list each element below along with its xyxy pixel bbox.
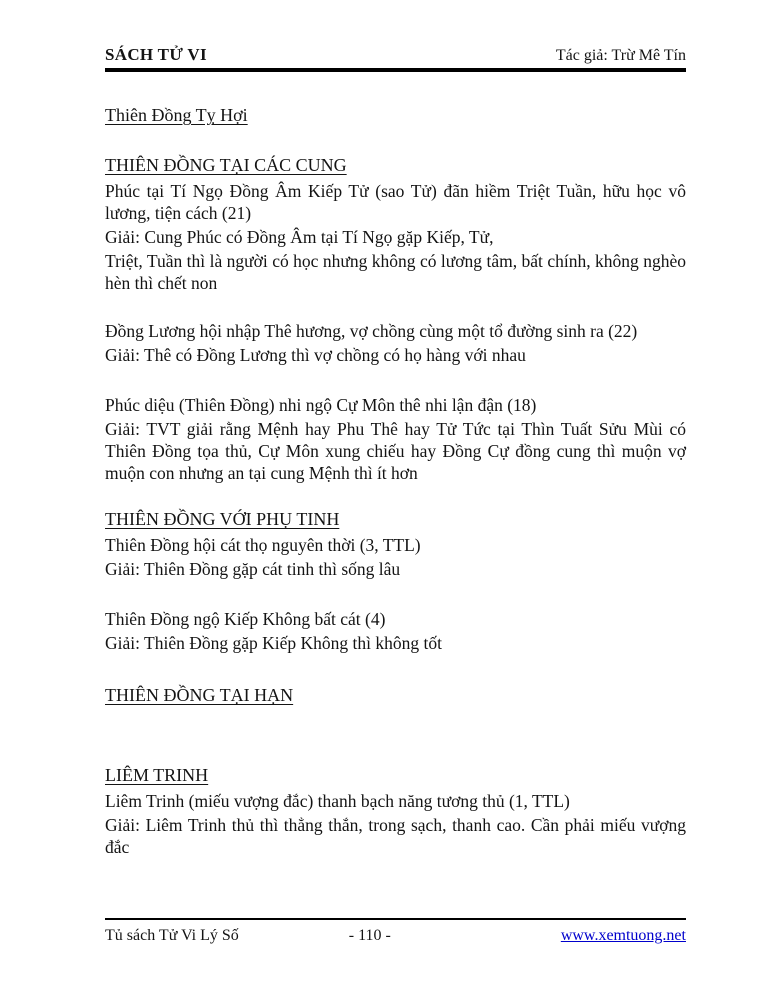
explanation-paragraph: Giải: Thiên Đồng gặp Kiếp Không thì không tốt [105,633,443,653]
section-heading-tai-han: THIÊN ĐỒNG TẠI HẠN [105,685,294,705]
series-title: Tủ sách Tử Vi Lý Số [105,927,239,944]
spacer [105,368,686,394]
spacer [105,486,686,508]
spacer [105,130,686,154]
explanation-paragraph: Giải: TVT giải rằng Mệnh hay Phu Thê hay Tử Tức tại Thìn Tuất Sửu Mùi có Thiên Đồng tọa thủ, Cự Môn xung chiếu hay Đồng Cự đồng cung thì muộn vợ muộn con nhưng an tại cung Mệnh thì ít hơn [105,419,686,483]
website-link[interactable]: www.xemtuong.net [560,927,686,944]
page-number: - 110 - [348,927,391,944]
section-heading-thien-dong-ty-hoi: Thiên Đồng Tỵ Hợi [105,105,248,125]
explanation-paragraph: Giải: Cung Phúc có Đồng Âm tại Tí Ngọ gặp Kiếp, Tử, [105,227,494,247]
explanation-paragraph: Giải: Liêm Trinh thủ thì thẳng thắn, trong sạch, thanh cao. Cần phải miếu vượng đắc [105,815,686,857]
explanation-paragraph: Giải: Thê có Đồng Lương thì vợ chồng có họ hàng với nhau [105,345,526,365]
page-header [105,45,686,72]
spacer [105,710,686,764]
spacer [105,72,686,104]
page-content [105,45,686,860]
spacer [105,582,686,608]
spacer [105,656,686,684]
body-text [105,72,686,858]
explanation-paragraph: Giải: Thiên Đồng gặp cát tinh thì sống lâu [105,559,401,579]
verse-paragraph: Phúc diệu (Thiên Đồng) nhi ngộ Cự Môn thê nhi lận đận (18) [105,395,537,415]
verse-paragraph: Thiên Đồng hội cát thọ nguyên thời (3, TTL) [105,535,421,555]
spacer [105,296,686,320]
author-credit: Tác giả: Trừ Mê Tín [555,47,686,64]
verse-paragraph: Thiên Đồng ngộ Kiếp Không bất cát (4) [105,609,386,629]
explanation-paragraph: Triệt, Tuần thì là người có học nhưng không có lương tâm, bất chính, không nghèo hèn thì chết non [105,251,686,293]
page-footer [105,918,686,945]
book-title: SÁCH TỬ VI [105,45,207,64]
verse-paragraph: Đồng Lương hội nhập Thê hương, vợ chồng cùng một tổ đường sinh ra (22) [105,321,638,341]
verse-paragraph: Phúc tại Tí Ngọ Đồng Âm Kiếp Tử (sao Tử) đãn hiềm Triệt Tuần, hữu học vô lương, tiện cách (21) [105,181,686,223]
section-heading-tai-cac-cung: THIÊN ĐỒNG TẠI CÁC CUNG [105,155,347,175]
verse-paragraph: Liêm Trinh (miếu vượng đắc) thanh bạch năng tương thủ (1, TTL) [105,791,570,811]
section-heading-liem-trinh: LIÊM TRINH [105,765,209,785]
section-heading-phu-tinh: THIÊN ĐỒNG VỚI PHỤ TINH [105,509,340,529]
